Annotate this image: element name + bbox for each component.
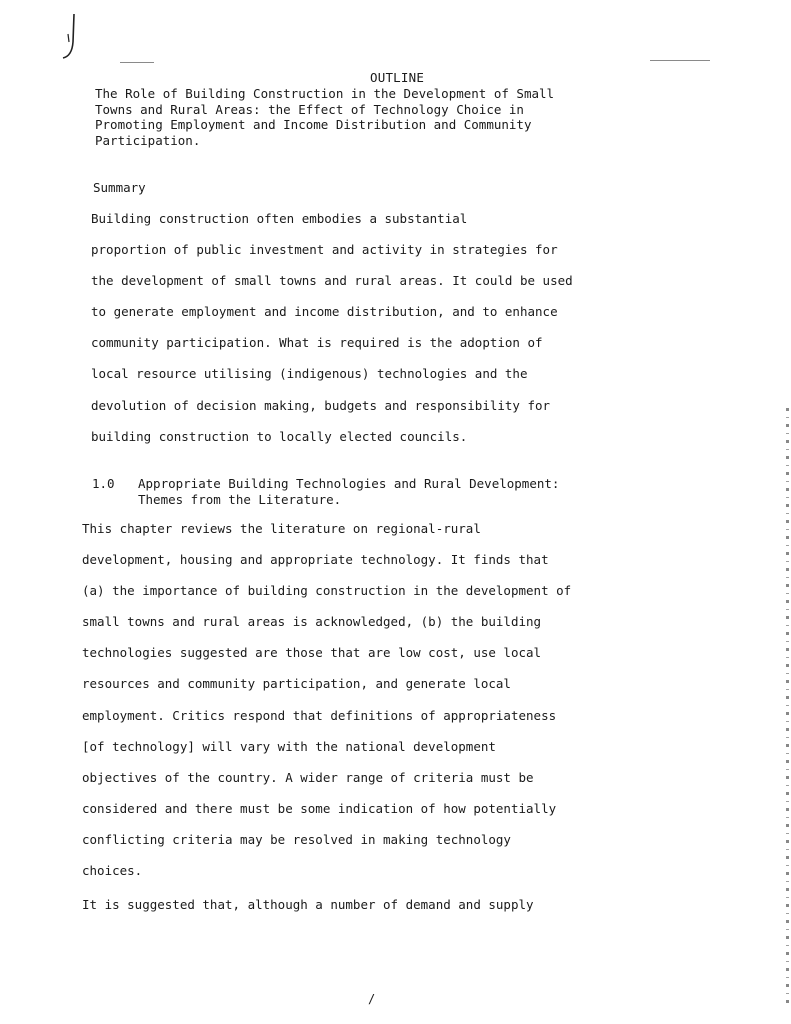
scan-speck [120,62,154,63]
section-number: 1.0 [92,476,115,491]
handwritten-mark [60,12,82,62]
section-paragraph-2: It is suggested that, although a number of demand and supply [82,897,534,912]
document-subtitle: The Role of Building Construction in the Development of Small Towns and Rural Areas: the Effect of Technology Choice in Promoting Employment and Income Distribution and Community Participation. [95,86,555,148]
summary-paragraph: Building construction often embodies a substantial proportion of public investment and activity in strategies for the development of small towns and rural areas. It could be used to generate employment and income distribution, and to enhance community participation. What is required is the adoption of local resource utilising (indigenous) technologies and the devolution of decision making, budgets and responsibility for building construction to locally elected councils. [91,211,573,444]
section-paragraph-1: This chapter reviews the literature on regional-rural development, housing and appropriate technology. It finds that (a) the importance of building construction in the development of small towns and rural areas is acknowledged, (b) the building technologies suggested are those that are low cost, use local resources and community participation, and generate local employment. Critics respond that definitions of appropriateness [of technology] will vary with the national development objectives of the country. A wider range of criteria must be considered and there must be some indication of how potentially conflicting criteria may be resolved in making technology choices. [82,521,572,879]
scan-edge-artifact [786,408,789,1008]
footer-mark: / [368,992,376,1006]
scan-speck [650,60,710,61]
summary-heading: Summary [93,180,146,195]
section-title: Appropriate Building Technologies and Rural Development: Themes from the Literature. [138,476,560,507]
document-title: OUTLINE [370,70,425,85]
